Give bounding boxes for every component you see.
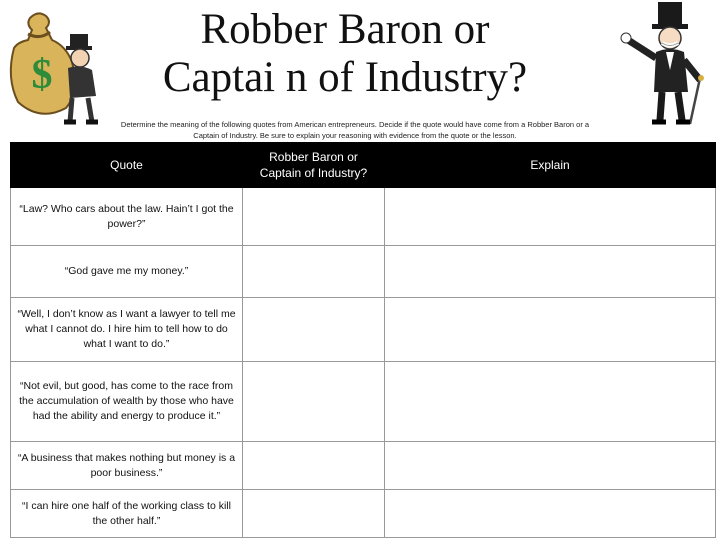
quote-cell: “God gave me my money.” [11, 246, 243, 298]
quote-cell: “Law? Who cars about the law. Hain’t I got the power?” [11, 188, 243, 246]
explain-cell[interactable] [385, 298, 716, 362]
table-row [11, 490, 716, 538]
quote-cell: “A business that makes nothing but money is a poor business.” [11, 442, 243, 490]
monopoly-man-image [610, 0, 720, 128]
column-header-explain: Explain [385, 143, 716, 188]
explain-cell[interactable] [385, 362, 716, 442]
money-bag-image [0, 0, 110, 128]
table-header-row [11, 143, 716, 188]
title-line-1: Robber Baron or [200, 6, 490, 53]
column-header-classification: Robber Baron or Captain of Industry? [243, 143, 385, 188]
classification-cell[interactable] [243, 188, 385, 246]
table-row [11, 298, 716, 362]
instructions-text: Determine the meaning of the following quotes from American entrepreneurs. Decide if the quote would have come from a Robber Baron or a Captain of Industry. Be sure to explain your reasoning with evidence from the quote or the lesson. [120, 120, 590, 140]
quote-cell: “I can hire one half of the working class to kill the other half.” [11, 490, 243, 538]
quote-analysis-table [10, 142, 716, 538]
quote-cell: “Well, I don’t know as I want a lawyer to tell me what I cannot do. I hire him to tell how to do what I want to do.” [11, 298, 243, 362]
classification-cell[interactable] [243, 490, 385, 538]
classification-cell[interactable] [243, 362, 385, 442]
table-row [11, 188, 716, 246]
classification-cell[interactable] [243, 298, 385, 362]
table-row [11, 362, 716, 442]
page-title [110, 6, 580, 102]
svg-text:$: $ [31, 52, 53, 98]
classification-cell[interactable] [243, 442, 385, 490]
table-row [11, 442, 716, 490]
quote-cell: “Not evil, but good, has come to the race from the accumulation of wealth by those who have had the ability and energy to produce it.” [11, 362, 243, 442]
column-header-quote: Quote [11, 143, 243, 188]
explain-cell[interactable] [385, 188, 716, 246]
explain-cell[interactable] [385, 442, 716, 490]
explain-cell[interactable] [385, 490, 716, 538]
explain-cell[interactable] [385, 246, 716, 298]
classification-cell[interactable] [243, 246, 385, 298]
title-line-2: Captai n of Industry? [162, 54, 528, 101]
table-row [11, 246, 716, 298]
